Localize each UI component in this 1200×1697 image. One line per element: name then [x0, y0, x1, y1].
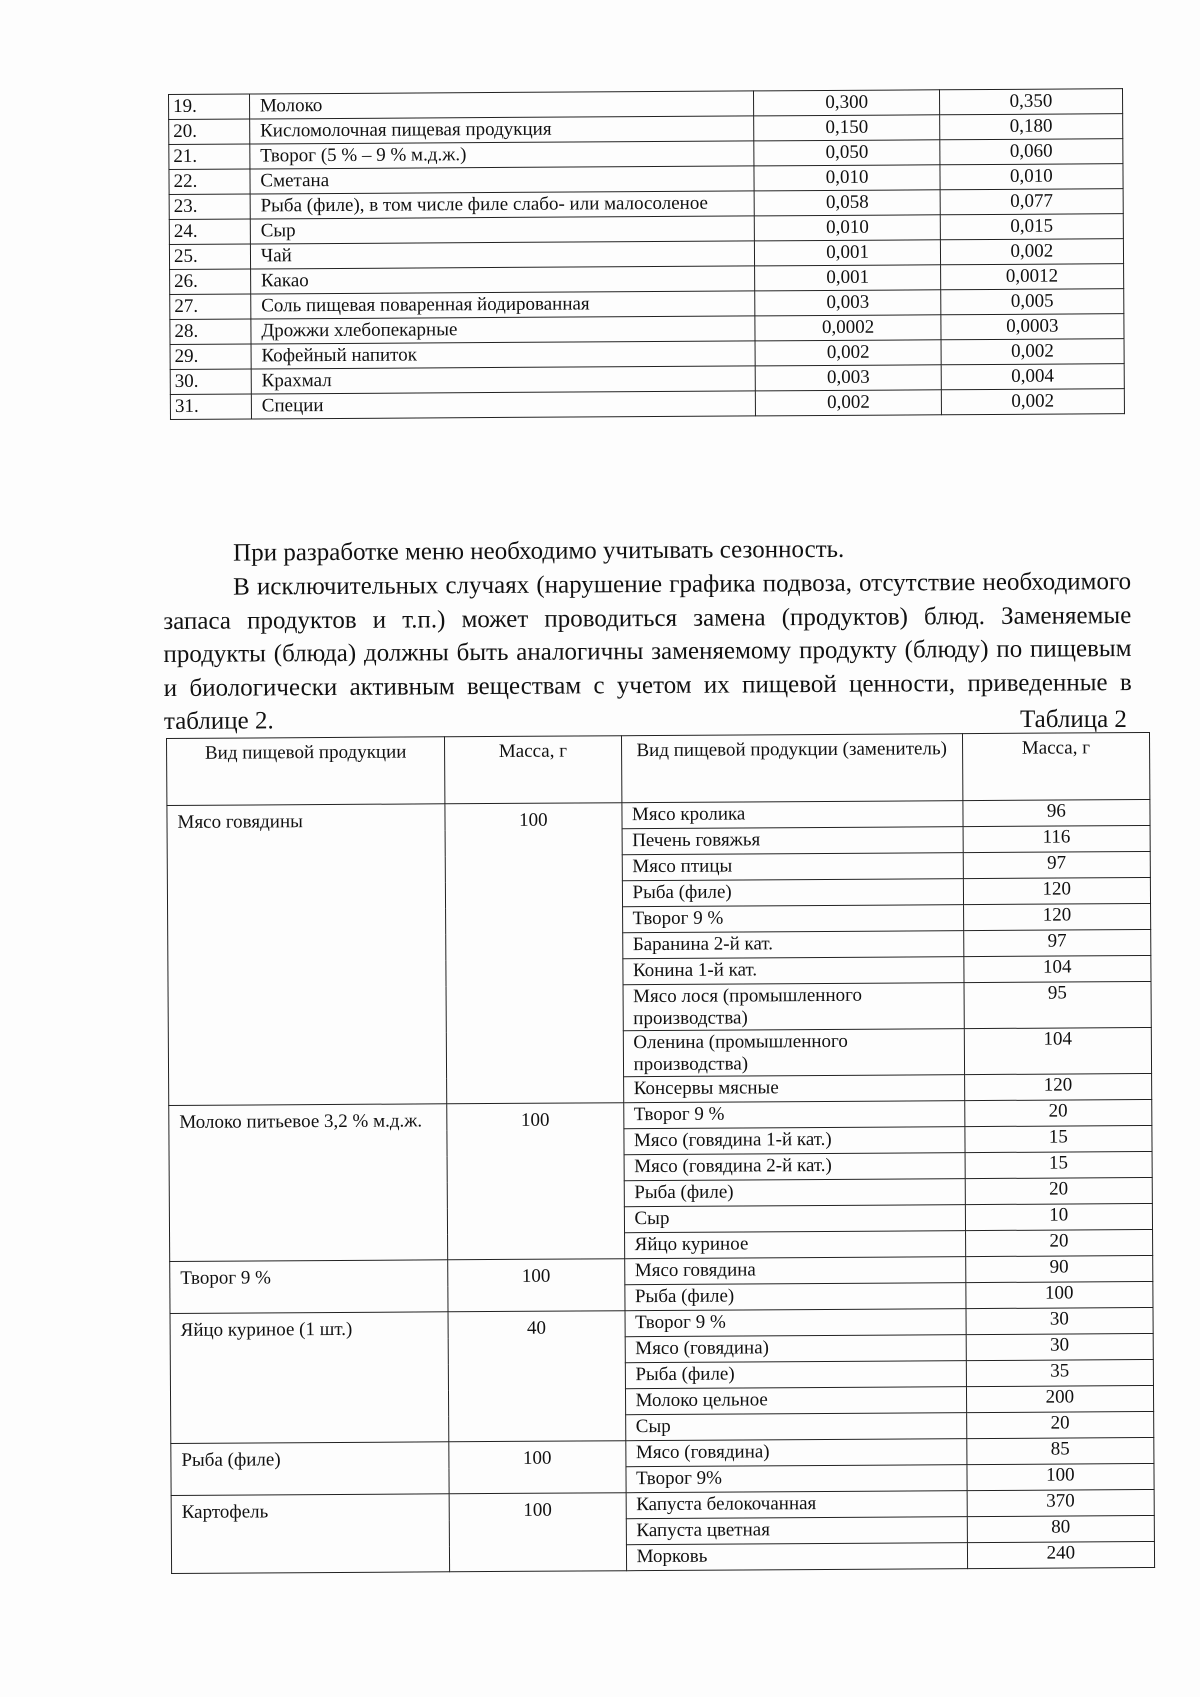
substitute-mass: 100 — [966, 1281, 1153, 1308]
substitution-table-header — [167, 732, 1150, 805]
substitute-mass: 35 — [966, 1359, 1153, 1386]
substitute-mass: 120 — [963, 877, 1150, 904]
substitute-mass: 15 — [965, 1125, 1152, 1152]
substitute-name: Творог 9% — [625, 1465, 966, 1493]
substitute-name: Мясо (говядина) — [625, 1335, 966, 1363]
row-number: 19. — [169, 94, 250, 119]
header-substitute: Вид пищевой продукции (заменитель) — [621, 734, 963, 803]
row-number: 21. — [169, 144, 250, 169]
substitute-name: Оленина (промышленного производства) — [623, 1029, 964, 1077]
substitute-name: Мясо (говядина 1-й кат.) — [623, 1127, 964, 1155]
substitute-name: Рыба (филе) — [622, 879, 963, 907]
substitute-mass: 80 — [967, 1515, 1154, 1542]
base-product: Мясо говядины — [167, 804, 447, 1106]
header-row — [167, 732, 1150, 805]
norm-value-1: 0,010 — [754, 165, 939, 191]
substitute-mass: 200 — [966, 1385, 1153, 1412]
norm-value-2: 0,015 — [940, 214, 1123, 240]
product-name: Кисломолочная пищевая продукция — [250, 116, 755, 144]
norm-value-2: 0,077 — [940, 189, 1123, 215]
substitute-mass: 370 — [967, 1489, 1154, 1516]
substitute-mass: 95 — [964, 981, 1152, 1028]
norm-value-2: 0,002 — [941, 339, 1124, 365]
substitute-name: Рыба (филе) — [624, 1283, 965, 1311]
norm-value-1: 0,150 — [754, 115, 939, 141]
substitute-mass: 104 — [964, 1027, 1152, 1074]
norm-value-2: 0,002 — [940, 239, 1123, 265]
norm-value-1: 0,001 — [755, 265, 940, 291]
norm-value-2: 0,004 — [941, 364, 1124, 390]
base-product: Рыба (филе) — [171, 1442, 449, 1496]
substitute-mass: 100 — [967, 1463, 1154, 1490]
product-name: Какао — [250, 266, 755, 294]
row-number: 20. — [169, 119, 250, 144]
substitute-name: Рыба (филе) — [624, 1179, 965, 1207]
product-name: Специи — [251, 391, 756, 419]
substitute-name: Яйцо куриное — [624, 1231, 965, 1259]
substitute-name: Мясо кролика — [621, 801, 962, 829]
norm-value-2: 0,005 — [940, 289, 1123, 315]
substitute-name: Капуста цветная — [626, 1517, 967, 1545]
substitute-name: Мясо лося (промышленного производства) — [623, 983, 964, 1031]
substitute-mass: 30 — [966, 1307, 1153, 1334]
product-name: Соль пищевая поваренная йодированная — [251, 291, 756, 319]
substitute-name: Баранина 2-й кат. — [622, 931, 963, 959]
substitute-mass: 20 — [966, 1411, 1153, 1438]
norm-value-1: 0,003 — [756, 365, 941, 391]
norm-value-1: 0,058 — [755, 190, 940, 216]
product-name: Крахмал — [251, 366, 756, 394]
substitute-name: Творог 9 % — [625, 1309, 966, 1337]
norm-value-1: 0,003 — [755, 290, 940, 316]
substitution-table — [166, 732, 1155, 1574]
substitute-name: Сыр — [624, 1205, 965, 1233]
base-product-mass: 100 — [445, 803, 623, 1104]
norm-value-2: 0,002 — [941, 389, 1124, 415]
product-name: Кофейный напиток — [251, 341, 756, 369]
substitute-name: Мясо (говядина 2-й кат.) — [624, 1153, 965, 1181]
substitute-mass: 97 — [963, 929, 1150, 956]
substitute-name: Конина 1-й кат. — [622, 957, 963, 985]
norm-value-2: 0,010 — [940, 164, 1123, 190]
substitute-mass: 120 — [964, 1073, 1151, 1100]
product-name: Рыба (филе), в том числе филе слабо- или малосоленое — [250, 191, 755, 219]
substitute-name: Мясо говядина — [624, 1257, 965, 1285]
base-product: Творог 9 % — [170, 1260, 448, 1314]
substitute-name: Рыба (филе) — [625, 1361, 966, 1389]
base-product-mass: 100 — [448, 1259, 625, 1312]
base-product-mass: 40 — [448, 1311, 625, 1442]
product-name: Творог (5 % – 9 % м.д.ж.) — [250, 141, 755, 169]
base-product-mass: 100 — [449, 1441, 626, 1494]
row-number: 23. — [169, 194, 250, 219]
substitute-mass: 120 — [963, 903, 1150, 930]
base-product: Картофель — [171, 1494, 450, 1574]
table-2-caption: Таблица 2 — [1020, 706, 1127, 733]
norm-value-1: 0,300 — [754, 90, 939, 116]
norm-value-2: 0,0003 — [941, 314, 1124, 340]
norm-value-2: 0,350 — [939, 89, 1122, 115]
header-mass: Масса, г — [445, 736, 622, 804]
substitute-name: Мясо (говядина) — [625, 1439, 966, 1467]
norm-value-1: 0,002 — [756, 340, 941, 366]
food-norms-table — [168, 88, 1125, 420]
substitute-mass: 116 — [963, 825, 1150, 852]
base-product-mass: 100 — [449, 1493, 626, 1572]
norm-value-2: 0,060 — [940, 139, 1123, 165]
substitute-name: Мясо птицы — [622, 853, 963, 881]
substitute-mass: 90 — [965, 1255, 1152, 1282]
norm-value-2: 0,180 — [939, 114, 1122, 140]
base-product: Яйцо куриное (1 шт.) — [170, 1312, 449, 1444]
product-name: Чай — [250, 241, 755, 269]
substitute-name: Творог 9 % — [622, 905, 963, 933]
substitute-name: Консервы мясные — [623, 1075, 964, 1103]
row-number: 28. — [170, 319, 251, 344]
header-substitute-mass: Масса, г — [962, 732, 1150, 800]
substitute-name: Сыр — [625, 1413, 966, 1441]
norm-value-1: 0,010 — [755, 215, 940, 241]
substitute-mass: 20 — [965, 1177, 1152, 1204]
substitute-name: Морковь — [626, 1543, 967, 1571]
product-name: Сыр — [250, 216, 755, 244]
substitute-name: Творог 9 % — [623, 1101, 964, 1129]
row-number: 22. — [169, 169, 250, 194]
norm-value-2: 0,0012 — [940, 264, 1123, 290]
norm-value-1: 0,0002 — [755, 315, 940, 341]
substitute-mass: 30 — [966, 1333, 1153, 1360]
product-name: Дрожжи хлебопекарные — [251, 316, 756, 344]
table-row — [170, 389, 1124, 420]
norm-value-1: 0,001 — [755, 240, 940, 266]
header-product: Вид пищевой продукции — [167, 737, 446, 806]
row-number: 30. — [170, 369, 251, 394]
substitute-mass: 20 — [965, 1229, 1152, 1256]
substitute-mass: 104 — [964, 955, 1151, 982]
row-number: 26. — [170, 269, 251, 294]
substitute-mass: 97 — [963, 851, 1150, 878]
base-product-mass: 100 — [447, 1103, 624, 1260]
row-number: 29. — [170, 344, 251, 369]
norm-value-1: 0,050 — [754, 140, 939, 166]
substitution-table-body — [167, 799, 1155, 1573]
row-number: 24. — [169, 219, 250, 244]
norm-value-1: 0,002 — [756, 390, 941, 416]
seasonality-paragraph: При разработке меню необходимо учитывать сезонность. — [233, 535, 845, 567]
substitute-mass: 20 — [964, 1099, 1151, 1126]
substitute-name: Молоко цельное — [625, 1387, 966, 1415]
row-number: 25. — [169, 244, 250, 269]
row-number: 27. — [170, 294, 251, 319]
substitute-name: Капуста белокочанная — [626, 1491, 967, 1519]
product-name: Сметана — [250, 166, 755, 194]
substitute-name: Печень говяжья — [622, 827, 963, 855]
substitute-mass: 15 — [965, 1151, 1152, 1178]
row-number: 31. — [170, 394, 251, 419]
substitute-mass: 240 — [967, 1541, 1154, 1568]
base-product: Молоко питьевое 3,2 % м.д.ж. — [169, 1104, 448, 1262]
product-name: Молоко — [249, 91, 754, 119]
food-norms-table-body — [169, 89, 1125, 420]
substitute-mass: 96 — [963, 799, 1150, 826]
substitute-mass: 10 — [965, 1203, 1152, 1230]
substitute-mass: 85 — [966, 1437, 1153, 1464]
substitution-paragraph: В исключительных случаях (нарушение графика подвоза, отсутствие необходимого запаса продуктов и т.п.) может проводиться замена (продуктов) блюд. Заменяемые продукты (блюда) должны быть аналогичны заменяемому продукту (блюду) по пищевым и биологически активным веществам с учетом их пищевой ценности, приведенные в таблице 2. — [163, 568, 1132, 735]
